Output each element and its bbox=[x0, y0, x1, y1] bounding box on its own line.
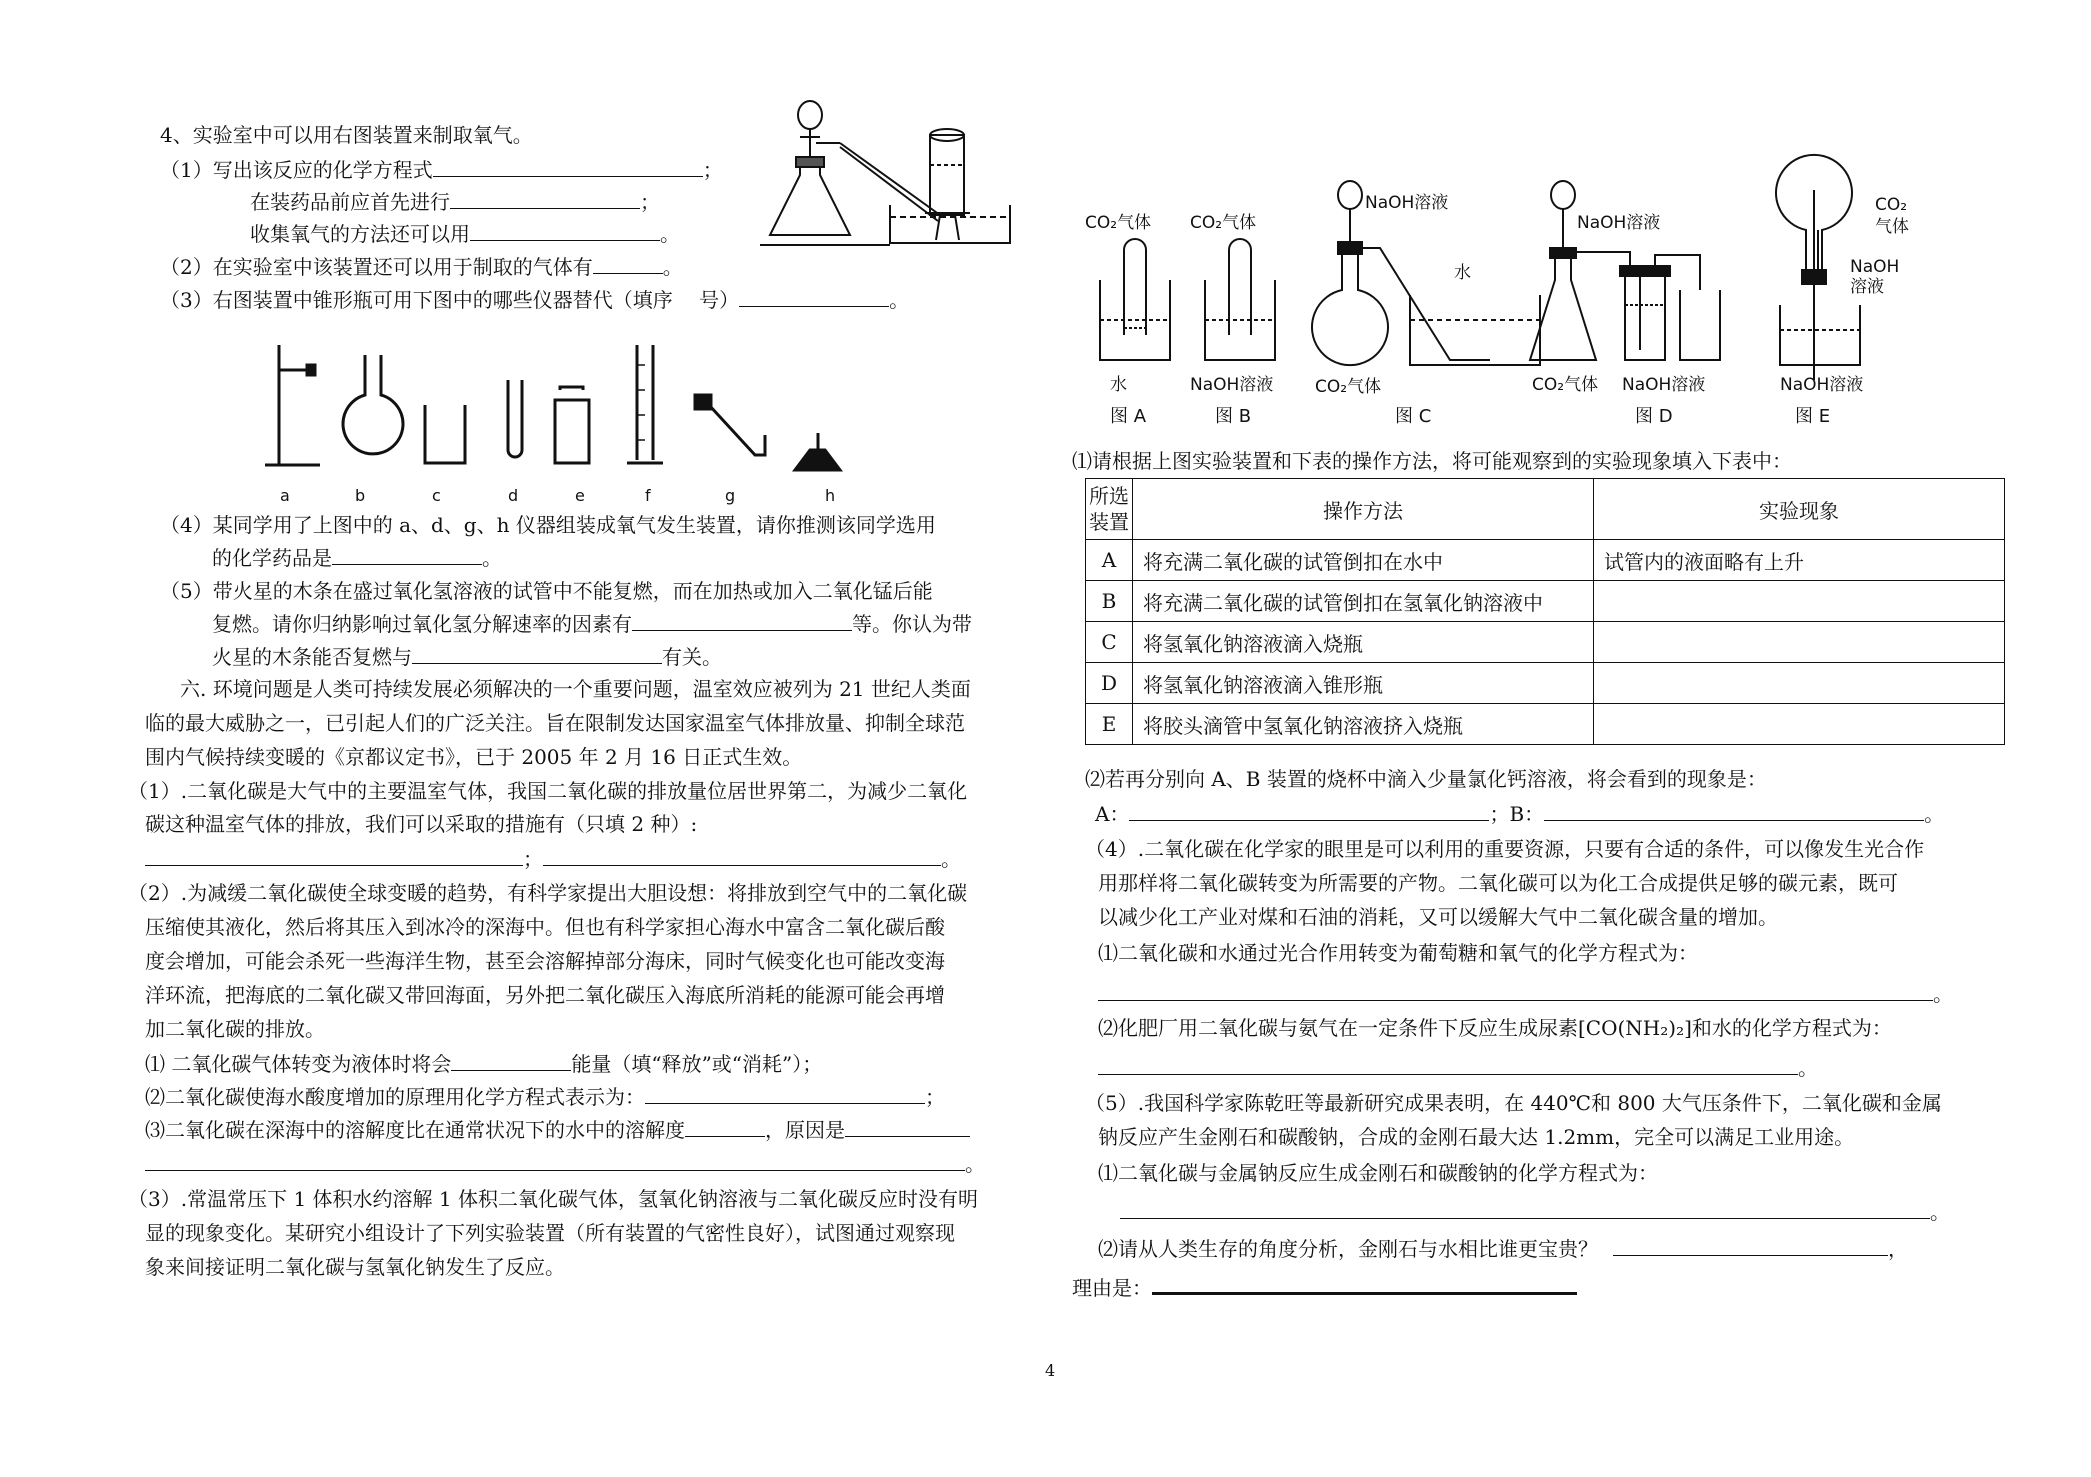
section6-line3: 围内气候持续变暖的《京都议定书》，已于 2005 年 2 月 16 日正式生效。 bbox=[145, 745, 803, 769]
table-row: B 将充满二氧化碳的试管倒扣在氢氧化钠溶液中 bbox=[1086, 581, 2005, 622]
table-row: A 将充满二氧化碳的试管倒扣在水中 试管内的液面略有上升 bbox=[1086, 540, 2005, 581]
p3-line2: 显的现象变化。某研究小组设计了下列实验装置（所有装置的气密性良好），试图通过观察现 bbox=[145, 1221, 955, 1245]
p4-2-answer: 。 bbox=[1098, 1054, 1818, 1081]
svg-text:NaOH溶液: NaOH溶液 bbox=[1780, 375, 1864, 395]
svg-text:NaOH溶液: NaOH溶液 bbox=[1365, 193, 1449, 213]
answer-blank[interactable] bbox=[332, 544, 482, 565]
answer-blank[interactable] bbox=[1544, 800, 1924, 821]
p5-2-line: ⑵请从人类生存的角度分析，金刚石与水相比谁更宝贵？ ， bbox=[1098, 1237, 1908, 1261]
p3-line3: 象来间接证明二氧化碳与氢氧化钠发生了反应。 bbox=[145, 1255, 565, 1279]
p2-line1: （2）.为减缓二氧化碳使全球变暖的趋势，有科学家提出大胆设想：将排放到空气中的二氧化碳 bbox=[128, 881, 968, 905]
svg-text:水: 水 bbox=[1454, 263, 1471, 283]
p4-line2: 用那样将二氧化碳转变为所需要的产物。二氧化碳可以为化工合成提供足够的碳元素，既可 bbox=[1098, 871, 1898, 895]
page-number: 4 bbox=[1045, 1361, 1056, 1380]
q4-1-line: （1）写出该反应的化学方程式 ； bbox=[160, 158, 723, 182]
answer-cell[interactable] bbox=[1594, 581, 2005, 622]
p2-3-line: ⑶二氧化碳在深海中的溶解度比在通常状况下的水中的溶解度 ，原因是 bbox=[145, 1116, 970, 1143]
p2-2-line: ⑵二氧化碳使海水酸度增加的原理用化学方程式表示为： ； bbox=[145, 1085, 945, 1109]
header-operation: 操作方法 bbox=[1133, 479, 1594, 540]
svg-text:CO₂气体: CO₂气体 bbox=[1315, 377, 1382, 397]
table-row: C 将氢氧化钠溶液滴入烧瓶 bbox=[1086, 622, 2005, 663]
q4-1b-line: 在装药品前应首先进行 ； bbox=[250, 190, 660, 214]
apparatus-letter-g: g bbox=[725, 486, 736, 505]
q4-5a: （5）带火星的木条在盛过氧化氢溶液的试管中不能复燃，而在加热或加入二氧化锰后能 bbox=[160, 579, 933, 603]
answer-blank[interactable] bbox=[412, 643, 662, 664]
svg-text:图 D: 图 D bbox=[1635, 406, 1673, 427]
svg-text:CO₂气体: CO₂气体 bbox=[1190, 213, 1257, 233]
answer-blank[interactable] bbox=[145, 845, 523, 866]
answer-blank[interactable] bbox=[451, 1050, 571, 1071]
p4-1-answer: 。 bbox=[1098, 980, 1953, 1007]
answer-blank[interactable] bbox=[739, 286, 889, 307]
p5-line1: （5）.我国科学家陈乾旺等最新研究成果表明，在 440℃和 800 大气压条件下，二氧化碳和金属 bbox=[1085, 1091, 1942, 1115]
p2-line2: 压缩使其液化，然后将其压入到冰冷的深海中。但也有科学家担心海水中富含二氧化碳后酸 bbox=[145, 915, 945, 939]
svg-text:NaOH溶液: NaOH溶液 bbox=[1577, 213, 1661, 233]
apparatus-letter-a: a bbox=[280, 486, 290, 505]
svg-text:NaOH溶液: NaOH溶液 bbox=[1190, 375, 1274, 395]
q4-4b-line: 的化学药品是 。 bbox=[212, 546, 502, 570]
p5-1-answer: 。 bbox=[1120, 1198, 1950, 1225]
answer-cell[interactable] bbox=[1594, 704, 2005, 745]
answer-blank[interactable] bbox=[470, 220, 660, 241]
svg-text:气体: 气体 bbox=[1875, 217, 1909, 237]
answer-blank[interactable] bbox=[593, 253, 663, 274]
answer-blank[interactable] bbox=[645, 1083, 925, 1104]
svg-text:图 C: 图 C bbox=[1395, 406, 1432, 427]
answer-blank[interactable] bbox=[433, 156, 703, 177]
svg-text:NaOH溶液: NaOH溶液 bbox=[1622, 375, 1706, 395]
q4-title: 4、实验室中可以用右图装置来制取氧气。 bbox=[160, 123, 533, 147]
answer-blank[interactable] bbox=[1152, 1272, 1577, 1295]
p5-1-line: ⑴二氧化碳与金属钠反应生成金刚石和碳酸钠的化学方程式为： bbox=[1098, 1161, 1658, 1185]
answer-cell[interactable] bbox=[1594, 622, 2005, 663]
answer-blank[interactable] bbox=[1098, 980, 1933, 1001]
q4-2-line: （2）在实验室中该装置还可以用于制取的气体有 。 bbox=[160, 255, 683, 279]
p2-line4: 洋环流，把海底的二氧化碳又带回海面，另外把二氧化碳压入海底所消耗的能源可能会再增 bbox=[145, 983, 945, 1007]
svg-text:图 A: 图 A bbox=[1110, 406, 1147, 427]
apparatus-letter-e: e bbox=[575, 486, 585, 505]
answer-blank[interactable] bbox=[1098, 1054, 1798, 1075]
p2-3-continuation: 。 bbox=[145, 1150, 985, 1177]
apparatus-letter-h: h bbox=[825, 486, 836, 505]
apparatus-letter-b: b bbox=[355, 486, 366, 505]
q2-answer-line: A： ；B： 。 bbox=[1095, 802, 1945, 826]
header-device: 所选 装置 bbox=[1086, 479, 1133, 540]
apparatus-letter-f: f bbox=[645, 486, 651, 505]
table-header-row bbox=[1086, 479, 2005, 540]
p3-line1: （3）.常温常压下 1 体积水约溶解 1 体积二氧化碳气体，氢氧化钠溶液与二氧化碳反应时没有明 bbox=[128, 1187, 978, 1211]
co2-naoh-figures bbox=[1080, 130, 1980, 430]
svg-text:图 E: 图 E bbox=[1795, 406, 1831, 427]
p4-line1: （4）.二氧化碳在化学家的眼里是可以利用的重要资源，只要有合适的条件，可以像发生光合作 bbox=[1085, 837, 1925, 861]
apparatus-letter-c: c bbox=[432, 486, 441, 505]
answer-blank[interactable] bbox=[632, 610, 852, 631]
p2-line3: 度会增加，可能会杀死一些海洋生物，甚至会溶解掉部分海床，同时气候变化也可能改变海 bbox=[145, 949, 945, 973]
answer-blank[interactable] bbox=[450, 188, 640, 209]
answer-blank[interactable] bbox=[1613, 1235, 1888, 1256]
table-intro: ⑴请根据上图实验装置和下表的操作方法，将可能观察到的实验现象填入下表中： bbox=[1072, 449, 1792, 473]
oxygen-generator-diagram bbox=[760, 95, 1060, 255]
q4-3-line: （3）右图装置中锥形瓶可用下图中的哪些仪器替代（填序 号） 。 bbox=[160, 288, 910, 312]
p1-answer-line: ； 。 bbox=[145, 845, 961, 872]
p2-line5: 加二氧化碳的排放。 bbox=[145, 1017, 325, 1041]
answer-blank[interactable] bbox=[1120, 1198, 1930, 1219]
p4-line3: 以减少化工产业对煤和石油的消耗，又可以缓解大气中二氧化碳含量的增加。 bbox=[1098, 905, 1778, 929]
answer-blank[interactable] bbox=[145, 1150, 965, 1171]
p2-1-line: ⑴ 二氧化碳气体转变为液体时将会 能量（填“释放”或“消耗”）； bbox=[145, 1052, 823, 1076]
q4-5b-line: 复燃。请你归纳影响过氧化氢分解速率的因素有 等。你认为带 bbox=[212, 612, 972, 636]
q2-line: ⑵若再分别向 A、B 装置的烧杯中滴入少量氯化钙溶液，将会看到的现象是： bbox=[1085, 767, 1767, 791]
answer-blank[interactable] bbox=[1129, 800, 1489, 821]
p4-2-line: ⑵化肥厂用二氧化碳与氨气在一定条件下反应生成尿素[CO(NH₂)₂]和水的化学方程式为： bbox=[1098, 1016, 1892, 1040]
p5-3-line: 理由是： bbox=[1072, 1272, 1577, 1301]
q4-4a: （4）某同学用了上图中的 a、d、g、h 仪器组装成氧气发生装置，请你推测该同学选用 bbox=[160, 513, 936, 537]
apparatus-letter-d: d bbox=[508, 486, 519, 505]
answer-cell[interactable] bbox=[1594, 663, 2005, 704]
svg-text:水: 水 bbox=[1110, 375, 1127, 395]
section6-line1: 六. 环境问题是人类可持续发展必须解决的一个重要问题，温室效应被列为 21 世纪人类面 bbox=[180, 677, 971, 701]
svg-text:NaOH: NaOH bbox=[1850, 257, 1900, 277]
q4-5c-line: 火星的木条能否复燃与 有关。 bbox=[212, 645, 722, 669]
p4-1-line: ⑴二氧化碳和水通过光合作用转变为葡萄糖和氧气的化学方程式为： bbox=[1098, 941, 1698, 965]
answer-blank[interactable] bbox=[845, 1116, 970, 1137]
svg-text:CO₂气体: CO₂气体 bbox=[1085, 213, 1152, 233]
svg-text:溶液: 溶液 bbox=[1850, 277, 1884, 297]
section6-line2: 临的最大威胁之一，已引起人们的广泛关注。旨在限制发达国家温室气体排放量、抑制全球范 bbox=[145, 711, 965, 735]
answer-blank[interactable] bbox=[543, 845, 941, 866]
table-row: E 将胶头滴管中氢氧化钠溶液挤入烧瓶 bbox=[1086, 704, 2005, 745]
svg-text:CO₂气体: CO₂气体 bbox=[1532, 375, 1599, 395]
p1-line2: 碳这种温室气体的排放，我们可以采取的措施有（只填 2 种）: bbox=[145, 812, 698, 836]
table-row: D 将氢氧化钠溶液滴入锥形瓶 bbox=[1086, 663, 2005, 704]
p5-line2: 钠反应产生金刚石和碳酸钠，合成的金刚石最大达 1.2mm，完全可以满足工业用途。 bbox=[1098, 1125, 1855, 1149]
q4-1c-line: 收集氧气的方法还可以用 。 bbox=[250, 222, 680, 246]
answer-blank[interactable] bbox=[685, 1116, 765, 1137]
apparatus-row-diagram bbox=[265, 335, 865, 495]
svg-text:CO₂: CO₂ bbox=[1875, 195, 1908, 215]
header-phenomenon: 实验现象 bbox=[1594, 479, 2005, 540]
p1-line1: （1）.二氧化碳是大气中的主要温室气体，我国二氧化碳的排放量位居世界第二，为减少二氧化 bbox=[128, 779, 968, 803]
operations-table bbox=[1085, 478, 2005, 745]
svg-text:图 B: 图 B bbox=[1215, 406, 1252, 427]
